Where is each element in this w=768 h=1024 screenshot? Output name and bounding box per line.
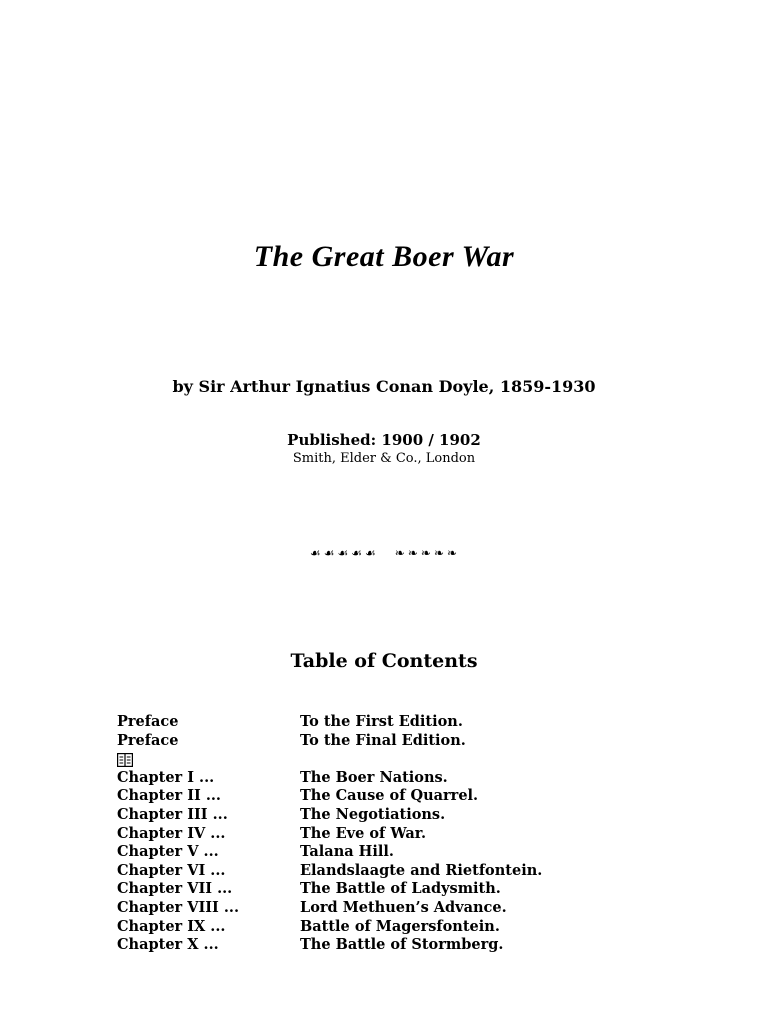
toc-entry-title[interactable]: The Battle of Ladysmith. xyxy=(300,880,501,898)
toc-row[interactable] xyxy=(117,918,542,937)
toc-entry-title[interactable]: The Cause of Quarrel. xyxy=(300,787,479,805)
toc-row[interactable] xyxy=(117,732,542,751)
toc-entry-label[interactable]: Chapter V ... xyxy=(117,843,219,861)
fleuron-icon: ☙ xyxy=(364,546,377,560)
toc-row[interactable] xyxy=(117,880,542,899)
toc-heading: Table of Contents xyxy=(290,650,478,672)
published-line: Published: 1900 / 1902 xyxy=(287,431,481,449)
toc-entry-label[interactable]: Chapter I ... xyxy=(117,768,215,786)
toc-entry-label[interactable]: Chapter II ... xyxy=(117,787,221,805)
toc-entry-label[interactable]: Chapter III ... xyxy=(117,805,228,823)
toc-entry-title[interactable]: The Battle of Stormberg. xyxy=(300,936,504,954)
fleuron-icon: ☙ xyxy=(323,546,336,560)
fleuron-icon: ☙ xyxy=(337,546,350,560)
fleuron-icon: ❧ xyxy=(433,546,445,560)
author-line: by Sir Arthur Ignatius Conan Doyle, 1859-1930 xyxy=(172,377,596,396)
toc-entry-label[interactable]: Chapter VI ... xyxy=(117,861,226,879)
toc-row[interactable] xyxy=(117,862,542,881)
toc-entry-label[interactable]: Chapter X ... xyxy=(117,936,219,954)
fleuron-icon: ❧ xyxy=(447,546,459,560)
toc-entry-label[interactable]: Chapter IV ... xyxy=(117,824,226,842)
fleuron-icon: ☙ xyxy=(309,546,322,560)
fleuron-icon: ❧ xyxy=(420,546,432,560)
toc-entry-title[interactable]: Talana Hill. xyxy=(300,843,394,861)
toc-row[interactable] xyxy=(117,899,542,918)
publisher-line: Smith, Elder & Co., London xyxy=(292,451,476,466)
fleuron-icon: ❧ xyxy=(407,546,419,560)
table-of-contents xyxy=(117,713,542,955)
toc-row[interactable] xyxy=(117,806,542,825)
toc-row[interactable] xyxy=(117,769,542,788)
toc-row[interactable] xyxy=(117,936,542,955)
ornament-divider xyxy=(0,546,768,560)
toc-entry-title[interactable]: The Eve of War. xyxy=(300,824,427,842)
toc-row[interactable] xyxy=(117,825,542,844)
toc-entry-title[interactable]: Battle of Magersfontein. xyxy=(300,917,500,935)
toc-row[interactable] xyxy=(117,713,542,732)
toc-entry-title[interactable]: Elandslaagte and Rietfontein. xyxy=(300,861,543,879)
toc-entry-label[interactable]: Preface xyxy=(117,731,179,749)
toc-entry-title[interactable]: The Boer Nations. xyxy=(300,768,448,786)
document-title: The Great Boer War xyxy=(253,240,515,273)
toc-row[interactable] xyxy=(117,787,542,806)
fleuron-icon: ☙ xyxy=(351,546,363,560)
toc-entry-title[interactable]: The Negotiations. xyxy=(300,805,446,823)
toc-entry-label[interactable]: Preface xyxy=(117,713,179,730)
book-icon xyxy=(117,753,133,767)
toc-row-icon xyxy=(117,750,542,769)
toc-row[interactable] xyxy=(117,843,542,862)
toc-entry-title[interactable]: To the First Edition. xyxy=(300,713,463,730)
toc-entry-title[interactable]: To the Final Edition. xyxy=(300,731,466,749)
toc-entry-label[interactable]: Chapter VII ... xyxy=(117,880,233,898)
toc-entry-label[interactable]: Chapter VIII ... xyxy=(117,898,240,916)
toc-entry-label[interactable]: Chapter IX ... xyxy=(117,917,226,935)
fleuron-icon: ❧ xyxy=(394,546,406,560)
toc-entry-title[interactable]: Lord Methuen’s Advance. xyxy=(300,898,507,916)
